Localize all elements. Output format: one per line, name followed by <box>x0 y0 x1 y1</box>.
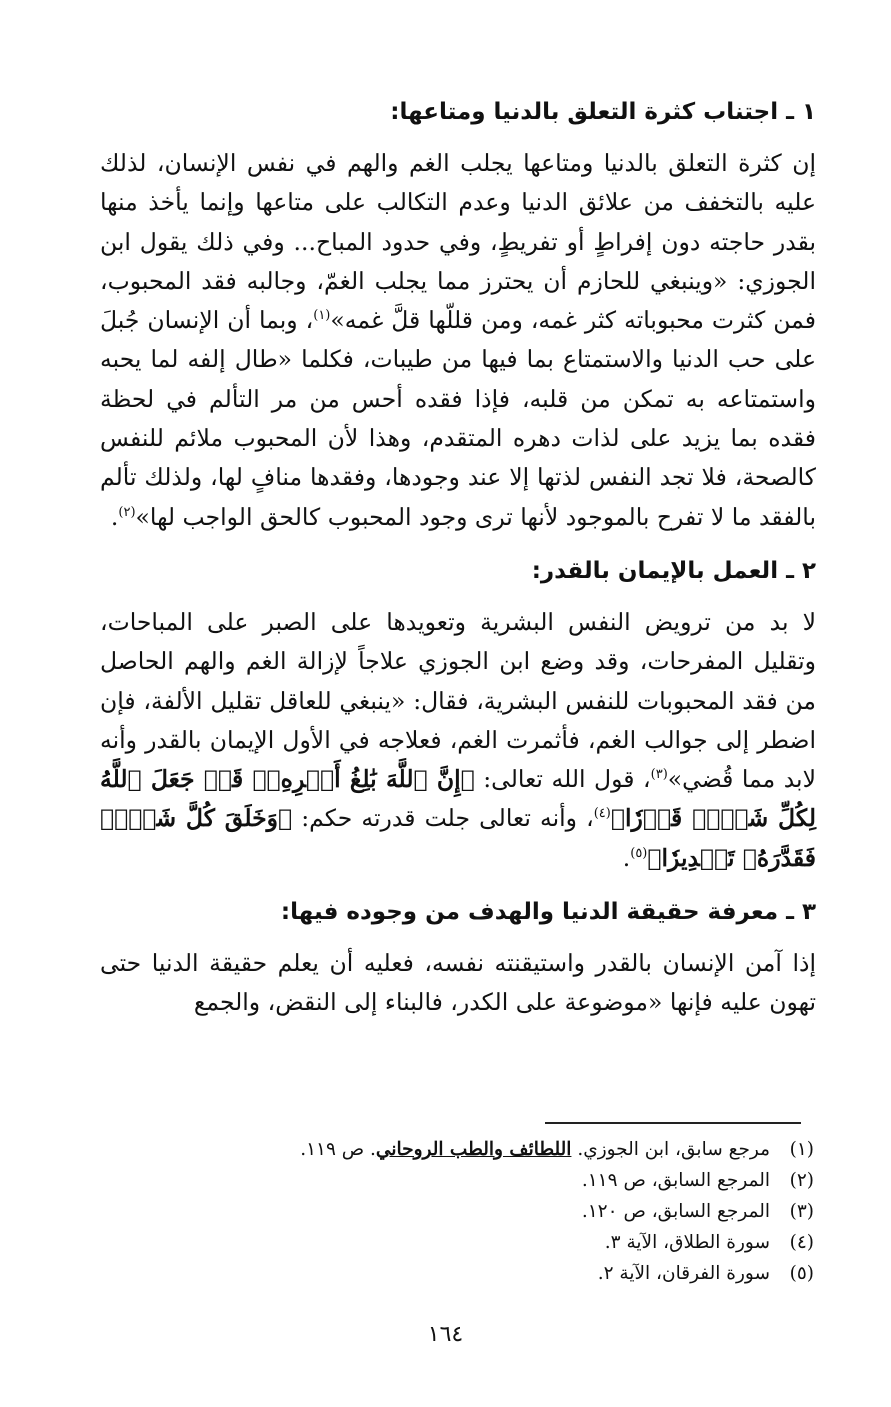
paragraph-text: ، وبما أن الإنسان جُبلَ على حب الدنيا والاستمتاع بما فيها من طيبات، فكلما «طال إلفه لما يحبه واستمتاعه به تمكن من قلبه، فإذا فقده أحس من مر التألم في لحظة فقده بما يزيد على لذات دهره المتقدم، وهذا لأن المحبوب ملائم للنفس كالصحة، فلا تجد النفس لذتها إلا عند وجودها، وفقدها منافٍ لها، ولذلك تألم بالفقد ما لا تفرح بالموجود لأنها ترى وجود المحبوب كالحق الواجب لها» <box>100 306 816 531</box>
footnote-number: (٥) <box>789 1263 814 1284</box>
footnote-number: (٣) <box>789 1201 814 1222</box>
paragraph-text: لا بد من ترويض النفس البشرية وتعويدها على الصبر على المباحات، وتقليل المفرحات، وقد وضع ابن الجوزي علاجاً لإزالة الغم والهم الحاصل من فقد المحبوبات للنفس البشرية، فقال: «ينبغي للعاقل تقليل الألفة، فإن اضطر إلى جوالب الغم، فأثمرت الغم، فعلاجه في الأول الإيمان بالقدر وأنه لابد مما قُضي» <box>100 607 816 794</box>
paragraph-text: ، وأنه تعالى جلت قدرته حكم: <box>292 804 594 833</box>
footnote-text <box>300 1134 770 1165</box>
page-body <box>100 92 816 1037</box>
footnote-item <box>150 1258 814 1289</box>
footnote-ref-2[interactable]: (٢) <box>118 504 136 520</box>
section-heading-1: ١ ـ اجتناب كثرة التعلق بالدنيا ومتاعها: <box>390 99 816 125</box>
footnote-ref-3[interactable]: (٣) <box>650 767 668 783</box>
paragraph-text: . <box>622 843 631 872</box>
paragraph-text: إذا آمن الإنسان بالقدر واستيقنته نفسه، فعليه أن يعلم حقيقة الدنيا حتى تهون عليه فإنها «موضوعة على الكدر، فالبناء إلى النقض، والجمع <box>100 949 816 1017</box>
footnote-divider <box>545 1122 801 1124</box>
section-paragraph-2 <box>100 603 816 878</box>
section-paragraph-3 <box>100 944 816 1023</box>
section-paragraph-1 <box>100 144 816 537</box>
footnote-page: . ص ١١٩. <box>300 1139 376 1160</box>
footnote-item <box>150 1227 814 1258</box>
footnote-number: (١) <box>789 1139 814 1160</box>
footnote-text: سورة الفرقان، الآية ٢. <box>597 1263 770 1284</box>
quran-verse-1: ﴿إِنَّ ٱللَّهَ بَٰلِغُ أَمۡرِهِۦۚ قَدۡ جَعَلَ ٱللَّهُ لِكُلِّ شَيۡءٖ قَدۡرٗا﴾ <box>100 765 816 833</box>
section-heading-2: ٢ ـ العمل بالإيمان بالقدر: <box>531 557 816 584</box>
footnote-citation: مرجع سابق، ابن الجوزي. <box>577 1139 770 1160</box>
footnote-number: (٤) <box>789 1232 814 1253</box>
quran-verse-2: ﴿وَخَلَقَ كُلَّ شَيۡءٖ فَقَدَّرَهُۥ تَقۡدِيرٗا﴾ <box>100 804 816 872</box>
footnote-text: المرجع السابق، ص ١١٩. <box>581 1170 770 1191</box>
section-heading-3: ٣ ـ معرفة حقيقة الدنيا والهدف من وجوده فيها: <box>280 899 816 926</box>
footnote-item <box>150 1134 814 1165</box>
paragraph-text: إن كثرة التعلق بالدنيا ومتاعها يجلب الغم والهم في نفس الإنسان، لذلك عليه بالتخفف من علائق الدنيا وعدم التكالب على متاعها وإنما يأخذ منها بقدر حاجته دون إفراطٍ أو تفريطٍ، وفي حدود المباح... وفي ذلك يقول ابن الجوزي: «وينبغي للحازم أن يحترز مما يجلب الغمّ، وجالبه فقد المحبوب، فمن كثرت محبوباته كثر غمه، ومن قللّها قلَّ غمه» <box>100 149 816 335</box>
footnote-text: سورة الطلاق، الآية ٣. <box>604 1232 770 1253</box>
footnote-item <box>150 1165 814 1196</box>
footnote-ref-5[interactable]: (٥) <box>630 845 648 861</box>
footnote-number: (٢) <box>789 1170 814 1191</box>
footnote-ref-1[interactable]: (١) <box>313 308 331 324</box>
footnote-item <box>150 1196 814 1227</box>
footnote-source-title: اللطائف والطب الروحاني <box>375 1139 572 1160</box>
footnote-text: المرجع السابق، ص ١٢٠. <box>581 1201 770 1222</box>
footnote-ref-4[interactable]: (٤) <box>593 806 611 822</box>
page-number: ١٦٤ <box>427 1322 464 1347</box>
footnotes <box>150 1134 814 1289</box>
paragraph-text: ، قول الله تعالى: <box>474 765 651 794</box>
paragraph-text: . <box>110 502 119 531</box>
